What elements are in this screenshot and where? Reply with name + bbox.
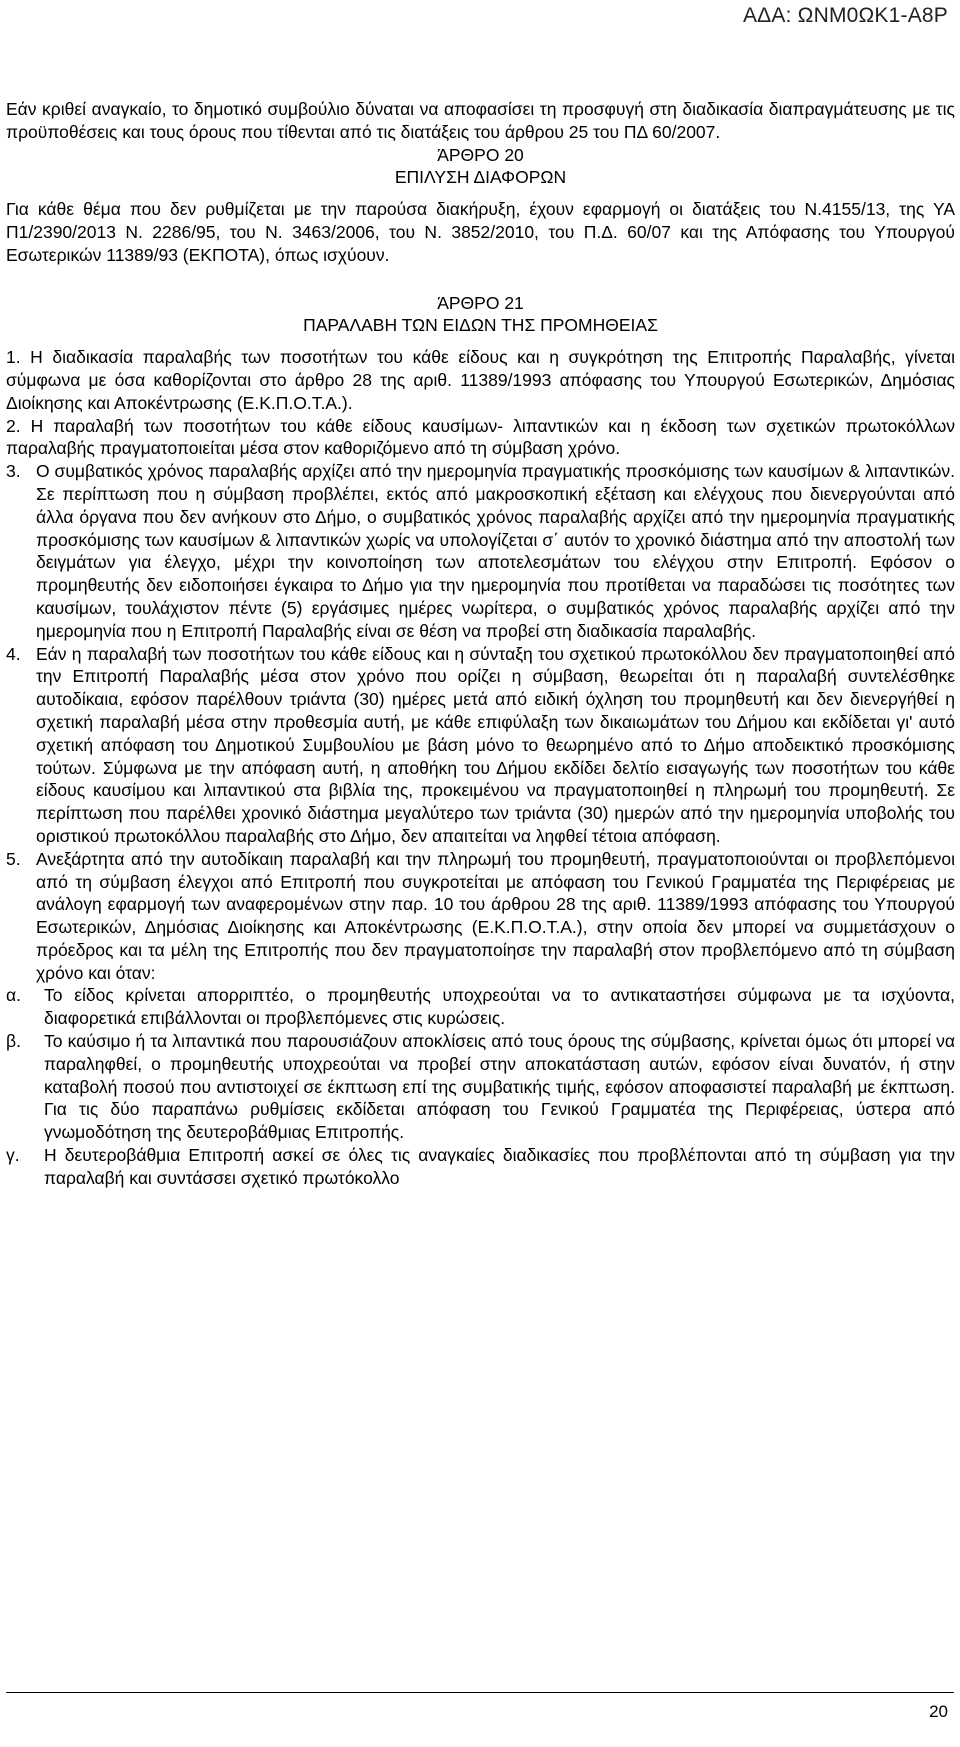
article-21-para-2: 2. Η παραλαβή των ποσοτήτων του κάθε είδους καυσίμων- λιπαντικών και η έκδοση των σχετικών πρωτοκόλλων παραλαβής πραγματοποιείται μέσα στον καθοριζόμενο από τη σύμβαση χρόνο. [6,415,955,459]
sub-item-b [6,1030,955,1144]
article-21-para-4 [6,643,955,848]
page-number: 20 [929,1702,948,1721]
sub-item-a-text: Το είδος κρίνεται απορριπτέο, ο προμηθευτής υποχρεούται να το αντικαταστήσει σύμφωνα με τα ισχύοντα, διαφορετικά επιβάλλονται οι προβλεπόμενες στις κυρώσεις. [44,985,955,1029]
sub-item-c-label: γ. [6,1145,20,1166]
para-5-number: 5. [6,848,21,869]
article-20-title: ΕΠΙΛΥΣΗ ΔΙΑΦΟΡΩΝ [394,167,567,188]
para-4-number: 4. [6,643,21,664]
footer-divider [6,1692,954,1693]
sub-item-c-text: Η δευτεροβάθμια Επιτροπή ασκεί σε όλες τις αναγκαίες διαδικασίες που προβλέπονται από τη σύμβαση για την παραλαβή και συντάσσει σχετικό πρωτόκολλο [44,1145,955,1188]
article-21-para-5 [6,848,955,985]
sub-item-b-text: Το καύσιμο ή τα λιπαντικά που παρουσιάζουν αποκλίσεις από τους όρους της σύμβασης, κρίνεται όμως ότι μπορεί να παραληφθεί, ο προμηθευτής υποχρεούται να προβεί στην αποκατάσταση αυτών, εφόσον είναι δυνατόν, ή στην καταβολή ποσού που αντιστοιχεί σε έκπτωση επί της συμβατικής τιμής, εφόσον αποφασιστεί παραλαβή με έκπτωση. Για τις δύο παραπάνω ρυθμίσεις εκδίδεται απόφαση του Γενικού Γραμματέα της Περιφέρειας, ύστερα από γνωμοδότηση της δευτεροβάθμιας Επιτροπής. [44,1031,955,1143]
document-body [6,98,955,1190]
document-page [0,98,960,1190]
sub-item-a [6,984,955,1030]
intro-paragraph: Εάν κριθεί αναγκαίο, το δημοτικό συμβούλιο δύναται να αποφασίσει τη προσφυγή στη διαδικασία διαπραγμάτευσης με τις προϋποθέσεις και τους όρους που τίθενται από τις διατάξεις του άρθρου 25 του ΠΔ 60/2007. [6,99,955,142]
sub-item-c [6,1144,955,1190]
para-4-text: Εάν η παραλαβή των ποσοτήτων του κάθε είδους και η σύνταξη του σχετικού πρωτοκόλλου δεν πραγματοποιηθεί από την Επιτροπή Παραλαβής μέσα στον χρόνο που ορίζει η σύμβαση, θεωρείται ότι η παραλαβή συντελέσθηκε αυτοδίκαια, εφόσον παρέλθουν τριάντα (30) ημέρες μετά από ειδική όχληση του προμηθευτή και δεν διενεργήθεί η σχετική παραλαβή μέσα στην προθεσμία αυτή, με κάθε επιφύλαξη των δικαιωμάτων του Δήμου και εκδίδεται γι' αυτό σχετική απόφαση του Δημοτικού Συμβουλίου με βάση μόνο το θεωρημένο από το Δήμο αποδεικτικό προσκόμισης τούτων. Σύμφωνα με την απόφαση αυτή, η αποθήκη του Δήμου εκδίδει δελτίο εισαγωγής των ποσοτήτων του κάθε είδους καυσίμου και λιπαντικού στα βιβλία της, προκειμένου να πραγματοποιηθεί η πληρωμή του προμηθευτή. Σε περίπτωση που παρέλθει χρονικό διάστημα μεγαλύτερο των τριάντα (30) ημερών από την ημερομηνία υποβολής του οριστικού πρωτοκόλλου παραλαβής στο Δήμο, δεν απαιτείται να ληφθεί τέτοια απόφαση. [36,643,955,846]
article-21-para-1: 1. Η διαδικασία παραλαβής των ποσοτήτων του κάθε είδους και η συγκρότηση της Επιτροπής Παραλαβής, γίνεται σύμφωνα με όσα καθορίζονται στο άρθρο 28 της αριθ. 11389/1993 απόφασης του Υπουργού Εσωτερικών, Δημόσιας Διοίκησης και Αποκέντρωσης (Ε.Κ.Π.Ο.Τ.Α.). [6,347,955,413]
para-5-text: Ανεξάρτητα από την αυτοδίκαιη παραλαβή και την πληρωμή του προμηθευτή, πραγματοποιούνται οι προβλεπόμενοι από τη σύμβαση έλεγχοι από Επιτροπή που συγκροτείται με απόφαση του Γενικού Γραμματέα της Περιφέρειας με ανάλογη εφαρμογή των αναφερομένων στην παρ. 10 του άρθρου 28 της αριθ. 11389/1993 απόφασης του Υπουργού Εσωτερικών, Δημόσιας Διοίκησης και Αποκέντρωσης (Ε.Κ.Π.Ο.Τ.Α.), στην οποία δεν μπορεί να συμμετάσχουν ο πρόεδρος και τα μέλη της Επιτροπής που δεν πραγματοποίησε την παραλαβή στον προβλεπόμενο από τη σύμβαση χρόνο και όταν: [36,848,955,983]
article-21-para-3 [6,460,955,642]
sub-item-b-label: β. [6,1031,21,1052]
para-3-text: Ο συμβατικός χρόνος παραλαβής αρχίζει από την ημερομηνία πραγματικής προσκόμισης των καυσίμων & λιπαντικών. Σε περίπτωση που η σύμβαση προβλέπει, εκτός από μακροσκοπική εξέταση και ελέγχους που διενεργούνται από άλλα όργανα που δεν ανήκουν στο Δήμο, ο συμβατικός χρόνος παραλαβής αρχίζει από την ημερομηνία πραγματικής προσκόμισης των καυσίμων & λιπαντικών χωρίς να υπολογίζεται σ΄ αυτόν το χρονικό διάστημα από την αποστολή των δειγμάτων για έλεγχο, μέχρι την κοινοποίηση των αποτελεσμάτων του ελέγχου στην Επιτροπή. Εφόσον ο προμηθευτής δεν ειδοποιήσει έγκαιρα το Δήμο για την ημερομηνία που προτίθεται να παραδώσει τις ποσότητες των καυσίμων, τουλάχιστον πέντε (5) εργάσιμες ημέρες νωρίτερα, ο συμβατικός χρόνος παραλαβής αρχίζει από την ημερομηνία που η Επιτροπή Παραλαβής είναι σε θέση να προβεί στη διαδικασία παραλαβής. [36,461,955,641]
sub-item-a-label: α. [6,985,21,1006]
ada-code: ΑΔΑ: ΩΝΜ0ΩΚ1-Α8Ρ [742,4,948,27]
article-21-title: ΠΑΡΑΛΑΒΗ ΤΩΝ ΕΙΔΩΝ ΤΗΣ ΠΡΟΜΗΘΕΙΑΣ [303,315,658,336]
para-3-number: 3. [6,461,21,482]
article-20-text: Για κάθε θέμα που δεν ρυθμίζεται με την παρούσα διακήρυξη, έχουν εφαρμογή οι διατάξεις του Ν.4155/13, της ΥΑ Π1/2390/2013 Ν. 2286/95, του Ν. 3463/2006, του Ν. 3852/2010, του Π.Δ. 60/07 και της Απόφασης του Υπουργού Εσωτερικών 11389/93 (ΕΚΠΟΤΑ), όπως ισχύουν. [6,199,955,265]
article-21-number: ΆΡΘΡΟ 21 [437,292,524,313]
article-20-number: ΆΡΘΡΟ 20 [437,144,524,165]
